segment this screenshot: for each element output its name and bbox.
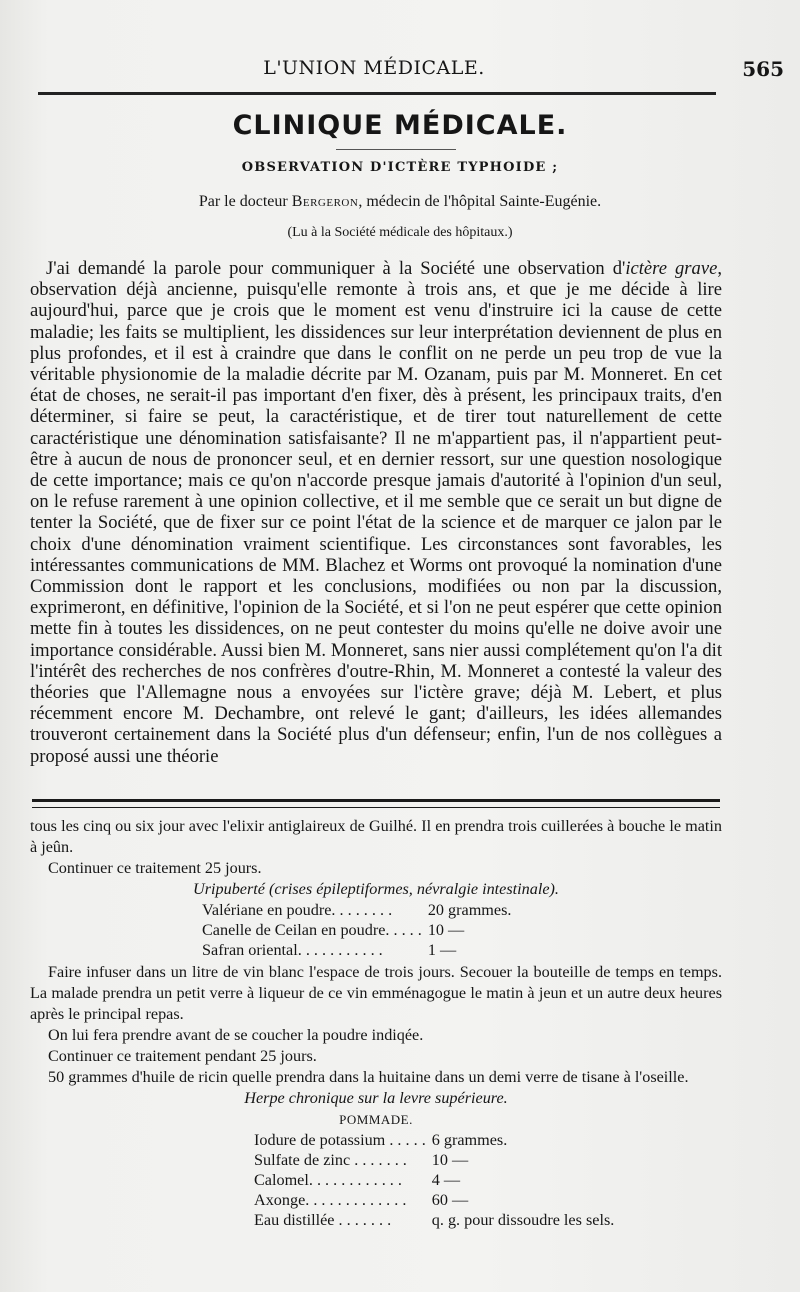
lower-paragraph-2: Continuer ce traitement 25 jours. <box>48 859 262 877</box>
read-note: (Lu à la Société médicale des hôpitaux.) <box>287 225 513 240</box>
recipe-table-2 <box>254 1130 614 1230</box>
article-text-continued: , observation déjà ancienne, puisqu'elle remonte à trois ans, et que je me décide à lire aujourd'hui, parce que je crois que le moment est venu d'instruire ici la cause de cette maladie; les faits se multiplient, les dissidences sur leur interprétation deviennent de plus en plus profondes, et il est à craindre que dans le conflit on ne perde un peu trop de vue la véritable physionomie de la maladie décrite par M. Ozanam, puis par M. Monneret. En cet état de choses, ne serait-il pas important d'en fixer, dès à présent, les principaux traits, d'en déterminer, si faire se peut, la caractéristique, et de tirer tout naturellement de cette caractéristique une dénomination satisfaisante? Il ne m'appartient pas, il n'appartient peut-être à aucun de nous de prononcer seul, et en dernier ressort, sur une question nosologique de cette importance; mais ce qu'on n'accorde presque jamais d'autorité à l'opinion d'un seul, on le refuse rarement à une opinion collective, et il me semble que ce serait un but digne de tenter la Société, que de fixer sur ce point l'état de la science et de marquer ce jalon par le choix d'une dénomination vraiment scientifique. Les circonstances sont favorables, les intéressantes communications de MM. Blachez et Worms ont provoqué la nomination d'une Commission dont le rapport et les conclusions, modifiées ou non par la discussion, exprimeront, en définitive, l'opinion de la Société, et si l'on ne peut espérer que cette opinion mette fin à toutes les dissidences, on ne peut contester du moins qu'elle ne doive avoir une importance considérable. Aussi bien M. Monneret, sans nier aussi complétement qu'on l'a dit l'intérêt des recherches de nos confrères d'outre-Rhin, M. Monneret a contesté la valeur des théories que l'Allemagne nous a envoyées sur l'ictère grave; déjà M. Lebert, et plus récemment encore M. Dechambre, ont relevé le gant; d'ailleurs, les idées allemandes trouveront certainement dans la Société plus d'un défenseur; enfin, l'un de nos collègues a proposé aussi une théorie <box>30 258 723 767</box>
running-head <box>30 57 784 83</box>
ingredient-quantity: q. g. pour dissoudre les sels. <box>431 1211 615 1229</box>
ingredient-quantity: 60 — <box>431 1191 469 1209</box>
article-body <box>30 258 722 767</box>
author-line <box>0 193 800 211</box>
ingredient-quantity: 10 — <box>431 1151 469 1169</box>
ingredient-name: Eau distillée . . . . . . . <box>254 1211 392 1229</box>
ingredient-name: Calomel. . . . . . . . . . . . <box>254 1171 402 1189</box>
lower-paragraph-1: tous les cinq ou six jour avec l'elixir antiglaireux de Guilhé. Il en prendra trois cuillerées à bouche le matin à jeûn. <box>30 817 722 856</box>
lower-paragraph-3: Faire infuser dans un litre de vin blanc l'espace de trois jours. Secouer la bouteille de temps en temps. La malade prendra un petit verre à liqueur de ce vin emménagogue le matin à jeun et un autre deux heures après le principal repas. <box>30 963 722 1023</box>
article-text: J'ai demandé la parole pour communiquer à la Société une observation d' <box>46 258 626 279</box>
author-prefix: Par le docteur <box>198 193 288 210</box>
recipe-row <box>202 940 511 960</box>
observation-title: OBSERVATION D'ICTÈRE TYPHOIDE ; <box>241 160 559 175</box>
ingredient-quantity: 20 grammes. <box>427 901 512 919</box>
recipe-row <box>254 1150 614 1170</box>
author-name: Bergeron <box>291 193 359 210</box>
prescription-section <box>30 816 722 1232</box>
recipe-table-1 <box>202 900 511 960</box>
ingredient-name: Canelle de Ceilan en poudre. . . . . <box>202 921 422 939</box>
ingredient-name: Valériane en poudre. . . . . . . . <box>202 901 393 919</box>
recipe-row <box>254 1210 614 1230</box>
ingredient-quantity: 4 — <box>431 1171 461 1189</box>
article-paragraph <box>30 258 722 767</box>
ingredient-name: Axonge. . . . . . . . . . . . . <box>254 1191 407 1209</box>
running-title: L'UNION MÉDICALE. <box>263 57 485 79</box>
ingredient-name: Iodure de potassium . . . . . <box>254 1131 426 1149</box>
lower-paragraph-4: On lui fera prendre avant de se coucher la poudre indiqée. <box>48 1026 424 1044</box>
page-number: 565 <box>742 57 784 81</box>
recipe-row <box>202 920 511 940</box>
ingredient-name: Safran oriental. . . . . . . . . . . <box>202 941 383 959</box>
case-subtitle-1: Uripuberté (crises épileptiformes, névralgie intestinale). <box>193 880 559 898</box>
lower-paragraph-5: Continuer ce traitement pendant 25 jours. <box>48 1047 317 1065</box>
ingredient-quantity: 10 — <box>427 921 465 939</box>
separator-double-rule <box>32 799 720 808</box>
ingredient-quantity: 1 — <box>427 941 457 959</box>
section-title: CLINIQUE MÉDICALE. <box>232 110 568 141</box>
recipe-row <box>254 1190 614 1210</box>
article-italic-term: ictère grave <box>625 258 718 279</box>
title-rule <box>336 149 456 150</box>
formula-label: POMMADE. <box>339 1112 413 1127</box>
recipe-row <box>254 1170 614 1190</box>
recipe-row <box>254 1130 614 1150</box>
ingredient-quantity: 6 grammes. <box>431 1131 508 1149</box>
header-rule <box>38 92 716 95</box>
recipe-row <box>202 900 511 920</box>
ingredient-name: Sulfate de zinc . . . . . . . <box>254 1151 407 1169</box>
author-suffix: , médecin de l'hôpital Sainte-Eugénie. <box>358 193 602 210</box>
lower-paragraph-6: 50 grammes d'huile de ricin quelle prendra dans la huitaine dans un demi verre de tisane à l'oseille. <box>48 1068 689 1086</box>
case-subtitle-2: Herpe chronique sur la levre supérieure. <box>244 1089 508 1107</box>
